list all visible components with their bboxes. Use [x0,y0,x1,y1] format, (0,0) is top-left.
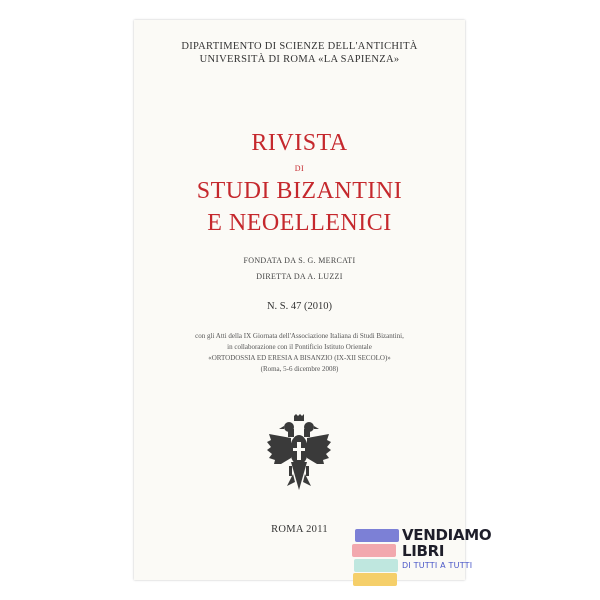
book-spine [352,544,396,557]
stacked-books-icon [352,525,398,585]
description-line: (Roma, 5-6 dicembre 2008) [260,365,339,373]
book-spine [355,529,399,542]
brand-tagline: DI TUTTI A TUTTI [402,561,473,570]
issue-number: N. S. 47 (2010) [266,301,333,312]
book-cover [134,20,465,580]
title-line-rivista: RIVISTA [251,130,348,156]
description-line: «ORTODOSSIA ED ERESIA A BISANZIO (IX-XII SECOLO)» [208,354,391,362]
director-line: DIRETTA DA A. LUZZI [256,272,343,281]
description-line: con gli Atti della IX Giornata dell'Associazione Italiana di Studi Bizantini, [195,332,404,340]
university-header: UNIVERSITÀ DI ROMA «LA SAPIENZA» [199,54,400,65]
founder-line: FONDATA DA S. G. MERCATI [243,256,356,265]
title-line-di: DI [294,164,305,173]
title-line-neoellenici: E NEOELLENICI [207,210,392,236]
vendiamo-libri-watermark [352,525,492,585]
department-header: DIPARTIMENTO DI SCIENZE DELL'ANTICHITÀ [181,41,418,52]
brand-name-line2: LIBRI [402,542,445,560]
book-spine [354,559,398,572]
double-headed-eagle-icon [265,414,333,498]
book-spine [353,573,397,586]
brand-name-line1: VENDIAMO [402,526,492,544]
publication-place-year: ROMA 2011 [271,524,328,535]
title-line-studi-bizantini: STUDI BIZANTINI [196,178,403,204]
description-line: in collaborazione con il Pontificio Istituto Orientale [227,343,372,351]
